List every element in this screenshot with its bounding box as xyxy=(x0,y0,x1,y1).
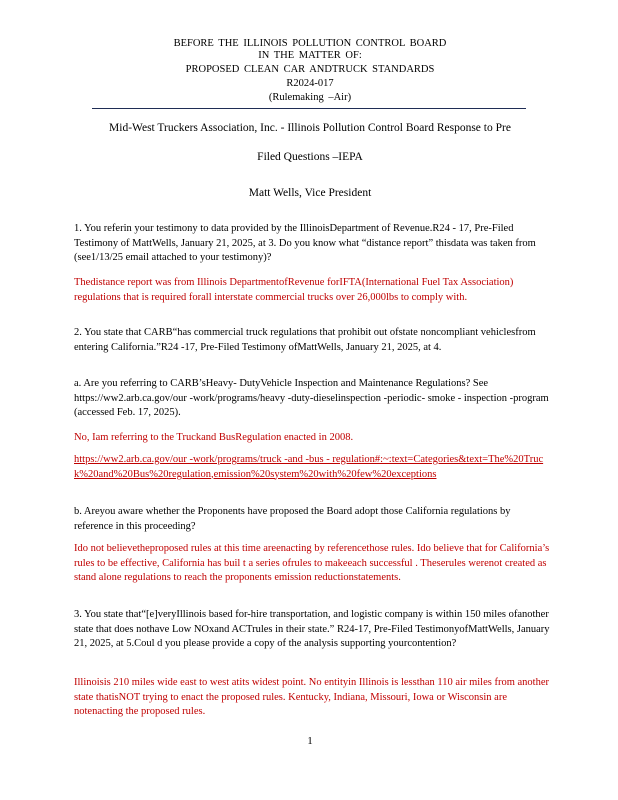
answer-2b: Ido not believetheproposed rules at this time areenacting by referencethose rules. Ido believe that for California’s rules to be effective, California has buil t a series ofrules to makeeach successful . Theserules werenot created as stand alone regulations to reach the proponents emission reductionstatements. xyxy=(74,543,550,583)
document-title-line-2: Filed Questions –IEPA xyxy=(257,151,363,163)
question-1: 1. You referin your testimony to data provided by the IllinoisDepartment of Revenue.R24 - 17, Pre-Filed Testimony of MattWells, January 21, 2025, at 3. Do you know what “distance report” thisdata was taken from (see1/13/25 email attached to your testimony)? xyxy=(74,223,536,263)
answer-2a: No, Iam referring to the Truckand BusRegulation enacted in 2008. xyxy=(74,432,354,443)
caption-line-1: BEFORE THE ILLINOIS POLLUTION CONTROL BOARD xyxy=(173,38,447,49)
caption-line-2: IN THE MATTER OF: xyxy=(258,50,362,61)
truck-bus-regulation-link[interactable]: https://ww2.arb.ca.gov/our -work/programs/truck -and -bus - regulation#:~:text=Categories&text=The%20Truck%20and%20Bus%20regulation,emission%20system%20with%20few%20exceptions xyxy=(74,454,544,480)
author-line: Matt Wells, Vice President xyxy=(248,187,372,199)
caption-line-3: PROPOSED CLEAN CAR ANDTRUCK STANDARDS xyxy=(185,64,435,75)
page-number: 1 xyxy=(307,735,313,747)
caption-line-4: R2024-017 xyxy=(286,78,334,89)
answer-3: Illinoisis 210 miles wide east to west atits widest point. No entityin Illinois is lessthan 110 air miles from another state thatisNOT trying to enact the proposed rules. Kentucky, Indiana, Missouri, Iowa or Wisconsin are notenacting the proposed rules. xyxy=(74,677,549,717)
question-3: 3. You state that“[e]veryIllinois based for-hire transportation, and logistic company is within 150 miles ofanother state that does nothave Low NOxand ACTrules in their state.” R24-17, Pre-Filed TestimonyofMattWells, January 21, 2025, at 5.Coul d you please provide a copy of the analysis supporting yourcontention? xyxy=(74,609,550,649)
question-2b: b. Areyou aware whether the Proponents have proposed the Board adopt those California regulations by reference in this proceeding? xyxy=(74,506,511,532)
answer-1: Thedistance report was from Illinois DepartmentofRevenue forIFTA(International Fuel Tax Association) regulations that is required forall interstate commercial trucks over 26,000lbs to comply with. xyxy=(74,277,514,303)
caption-divider xyxy=(92,108,526,109)
caption-line-5: (Rulemaking –Air) xyxy=(268,92,352,103)
question-2: 2. You state that CARB“has commercial truck regulations that prohibit out ofstate noncompliant vehiclesfrom entering California.”R24 -17, Pre-Filed Testimony ofMattWells, January 21, 2025, at 4. xyxy=(74,327,536,353)
document-title-line-1: Mid-West Truckers Association, Inc. - Illinois Pollution Control Board Response to Pre xyxy=(109,122,511,134)
question-2a: a. Are you referring to CARB’sHeavy- DutyVehicle Inspection and Maintenance Regulations? See https://ww2.arb.ca.gov/our -work/programs/heavy -duty-dieselinspection -periodic- smoke - inspection -program (accessed Feb. 17, 2025). xyxy=(74,378,549,418)
